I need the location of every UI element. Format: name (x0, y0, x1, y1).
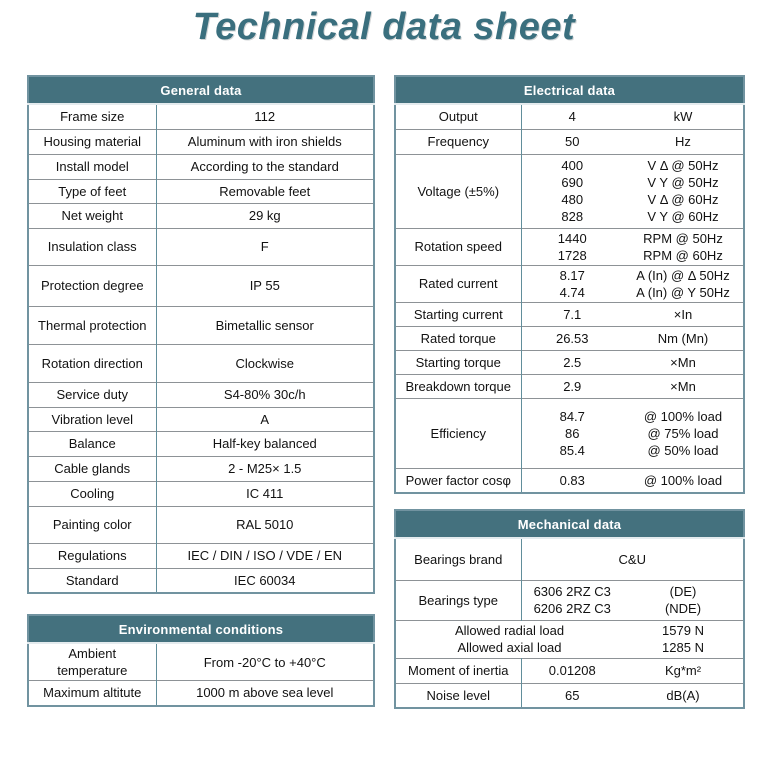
value-line: 84.7 (559, 408, 585, 424)
section-header-row (28, 76, 374, 104)
table-row (395, 129, 744, 154)
table-row (28, 431, 374, 456)
value-line: 1579 N (662, 623, 704, 638)
table-row (28, 681, 374, 706)
row-value: C&U (521, 538, 744, 580)
table-row (28, 382, 374, 407)
row-label (395, 620, 623, 658)
row-value: According to the standard (156, 154, 374, 179)
row-unit: kW (623, 104, 744, 129)
row-label: Standard (28, 568, 156, 593)
table-row (395, 620, 744, 658)
row-unit: Kg*m² (623, 658, 744, 683)
row-label: Starting current (395, 302, 521, 326)
row-label: Efficiency (395, 398, 521, 468)
table-row (28, 543, 374, 568)
table-row (28, 506, 374, 543)
row-unit (623, 398, 744, 468)
table-row (28, 203, 374, 228)
general-data-table (27, 75, 375, 594)
row-unit: dB(A) (623, 683, 744, 708)
row-value: IP 55 (156, 265, 374, 306)
row-value (521, 398, 623, 468)
section-header-row (28, 615, 374, 643)
value-line: 1440 (557, 230, 587, 246)
table-row (28, 344, 374, 382)
row-value (521, 154, 623, 228)
row-label: Net weight (28, 203, 156, 228)
value-line: 6206 2RZ C3 (533, 601, 611, 616)
row-value: 112 (156, 104, 374, 129)
unit-line: V Δ @ 60Hz (647, 192, 719, 207)
unit-line: V Y @ 60Hz (647, 209, 719, 224)
table-row (28, 154, 374, 179)
row-value: Bimetallic sensor (156, 306, 374, 344)
row-label: Balance (28, 431, 156, 456)
electrical-data-table (394, 75, 745, 494)
row-value: RAL 5010 (156, 506, 374, 543)
row-label: Noise level (395, 683, 521, 708)
table-row (395, 658, 744, 683)
row-label: Regulations (28, 543, 156, 568)
section-header-row (395, 76, 744, 104)
unit-line: @ 50% load (647, 442, 719, 458)
label-line: Allowed radial load (454, 623, 565, 638)
right-column (394, 75, 745, 709)
table-row (28, 481, 374, 506)
row-value: 0.83 (521, 468, 623, 493)
mechanical-data-table (394, 509, 745, 709)
row-unit: Hz (623, 129, 744, 154)
row-value (623, 620, 744, 658)
value-line: 1728 (557, 247, 587, 263)
row-label: Painting color (28, 506, 156, 543)
row-value: 1000 m above sea level (156, 681, 374, 706)
unit-line: (DE) (669, 584, 697, 599)
row-label: Frequency (395, 129, 521, 154)
row-value: From -20°C to +40°C (156, 643, 374, 681)
row-value: Clockwise (156, 344, 374, 382)
table-row (395, 104, 744, 129)
row-value: F (156, 228, 374, 265)
row-unit (623, 580, 744, 620)
row-value: 7.1 (521, 302, 623, 326)
label-line: Allowed axial load (457, 640, 562, 655)
section-header: General data (28, 76, 374, 104)
left-column (27, 75, 375, 707)
row-unit: @ 100% load (623, 468, 744, 493)
row-label: Install model (28, 154, 156, 179)
row-label: Bearings brand (395, 538, 521, 580)
row-label: Cooling (28, 481, 156, 506)
table-row (28, 179, 374, 203)
row-unit (623, 265, 744, 302)
table-row (395, 265, 744, 302)
environmental-conditions-table (27, 614, 375, 707)
row-value: Aluminum with iron shields (156, 129, 374, 154)
table-row (28, 407, 374, 431)
row-value: 0.01208 (521, 658, 623, 683)
table-row (395, 538, 744, 580)
table-row (395, 580, 744, 620)
row-value: 65 (521, 683, 623, 708)
value-line: 4.74 (559, 284, 585, 300)
row-value: A (156, 407, 374, 431)
row-label: Thermal protection (28, 306, 156, 344)
row-value: Half-key balanced (156, 431, 374, 456)
section-header: Electrical data (395, 76, 744, 104)
table-row (28, 129, 374, 154)
row-label: Rated current (395, 265, 521, 302)
unit-line: V Δ @ 50Hz (647, 158, 719, 173)
row-label: Voltage (±5%) (395, 154, 521, 228)
table-row (28, 265, 374, 306)
table-row (28, 643, 374, 681)
row-value: S4-80% 30c/h (156, 382, 374, 407)
value-line: 6306 2RZ C3 (533, 584, 611, 599)
table-row (395, 154, 744, 228)
row-label: Moment of inertia (395, 658, 521, 683)
row-value: 2.9 (521, 374, 623, 398)
row-value: 29 kg (156, 203, 374, 228)
row-label: Insulation class (28, 228, 156, 265)
row-value: IC 411 (156, 481, 374, 506)
table-row (28, 228, 374, 265)
row-label: Output (395, 104, 521, 129)
row-label: Frame size (28, 104, 156, 129)
section-header: Mechanical data (395, 510, 744, 538)
row-value: 4 (521, 104, 623, 129)
unit-line: V Y @ 50Hz (647, 175, 719, 190)
table-row (395, 326, 744, 350)
row-label: Rated torque (395, 326, 521, 350)
row-value: 2.5 (521, 350, 623, 374)
table-row (395, 468, 744, 493)
row-unit (623, 154, 744, 228)
row-label: Maximum altitute (28, 681, 156, 706)
row-unit (623, 228, 744, 265)
row-label: Rotation direction (28, 344, 156, 382)
row-label: Protection degree (28, 265, 156, 306)
unit-line: @ 75% load (647, 425, 719, 441)
value-line: 400 (561, 158, 584, 173)
row-value (521, 228, 623, 265)
unit-line: RPM @ 50Hz (643, 230, 723, 246)
value-line: 828 (561, 209, 584, 224)
page-title: Technical data sheet (192, 6, 576, 48)
table-row (395, 228, 744, 265)
value-line: 8.17 (559, 267, 585, 283)
row-unit: Nm (Mn) (623, 326, 744, 350)
unit-line: RPM @ 60Hz (643, 247, 723, 263)
row-label: Service duty (28, 382, 156, 407)
unit-line: A (In) @ Y 50Hz (636, 284, 730, 300)
value-line: 690 (561, 175, 584, 190)
row-value: IEC 60034 (156, 568, 374, 593)
row-label: Rotation speed (395, 228, 521, 265)
row-value: 50 (521, 129, 623, 154)
section-header-row (395, 510, 744, 538)
value-line: 1285 N (662, 640, 704, 655)
table-row (28, 306, 374, 344)
row-label: Housing material (28, 129, 156, 154)
row-value: IEC / DIN / ISO / VDE / EN (156, 543, 374, 568)
unit-line: (NDE) (664, 601, 702, 616)
row-label: Ambient temperature (28, 643, 156, 681)
table-row (395, 350, 744, 374)
value-line: 480 (561, 192, 584, 207)
row-label: Breakdown torque (395, 374, 521, 398)
section-header: Environmental conditions (28, 615, 374, 643)
value-line: 86 (565, 425, 580, 441)
table-row (28, 568, 374, 593)
row-unit: ×Mn (623, 374, 744, 398)
row-value (521, 580, 623, 620)
table-row (395, 398, 744, 468)
table-row (395, 683, 744, 708)
row-label: Vibration level (28, 407, 156, 431)
row-label: Cable glands (28, 456, 156, 481)
unit-line: @ 100% load (643, 408, 723, 424)
value-line: 85.4 (559, 442, 585, 458)
row-label: Starting torque (395, 350, 521, 374)
row-label: Bearings type (395, 580, 521, 620)
row-value: Removable feet (156, 179, 374, 203)
row-value (521, 265, 623, 302)
row-value: 26.53 (521, 326, 623, 350)
row-unit: ×Mn (623, 350, 744, 374)
table-row (28, 456, 374, 481)
row-label: Power factor cosφ (395, 468, 521, 493)
unit-line: A (In) @ Δ 50Hz (636, 267, 730, 283)
table-row (395, 374, 744, 398)
row-value: 2 - M25× 1.5 (156, 456, 374, 481)
row-unit: ×In (623, 302, 744, 326)
table-row (395, 302, 744, 326)
row-label: Type of feet (28, 179, 156, 203)
table-row (28, 104, 374, 129)
